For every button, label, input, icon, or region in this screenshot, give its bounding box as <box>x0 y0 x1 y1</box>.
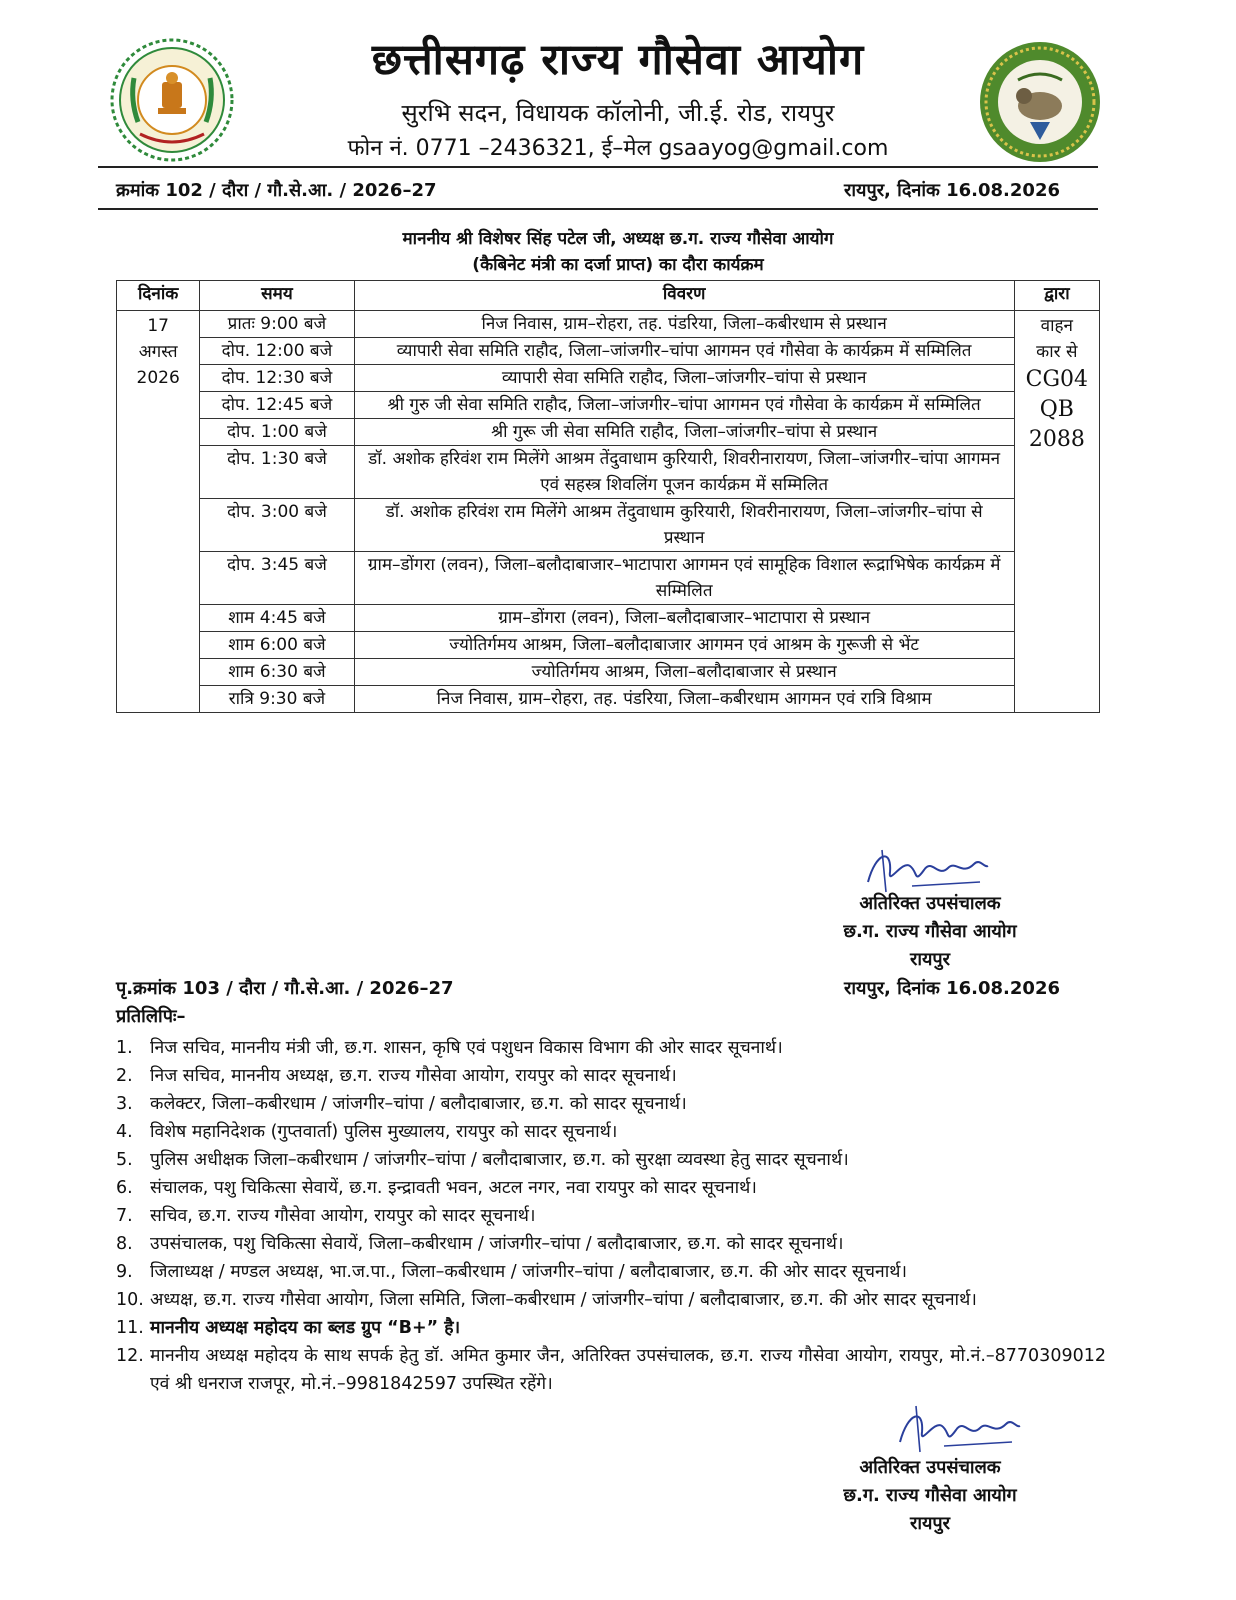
details-cell: ग्राम–डोंगरा (लवन), जिला–बलौदाबाजार–भाटापारा आगमन एवं सामूहिक विशाल रूद्राभिषेक कार्यक्रम में सम्मिलित <box>354 552 1014 605</box>
vehicle-type: कार से <box>1036 342 1078 362</box>
vehicle-registration-2: QB <box>1039 397 1074 422</box>
programme-title-line1: माननीय श्री विशेषर सिंह पटेल जी, अध्यक्ष छ.ग. राज्य गौसेवा आयोग <box>402 229 834 249</box>
list-item <box>116 1258 1106 1286</box>
header-by: द्वारा <box>1014 281 1099 311</box>
vehicle-registration-1: CG04 <box>1025 367 1089 392</box>
list-item <box>116 1034 1106 1062</box>
list-item-number: 10. <box>116 1290 144 1310</box>
list-item-number: 12. <box>116 1346 144 1366</box>
table-row <box>117 632 1100 659</box>
signatory-office: छ.ग. राज्य गौसेवा आयोग <box>843 1485 1017 1506</box>
tour-date-year: 2026 <box>136 368 180 388</box>
time-cell: दोप. 12:45 बजे <box>200 392 354 419</box>
copy-reference-number: पृ.क्रमांक 103 / दौरा / गौ.से.आ. / 2026–27 <box>116 978 454 999</box>
list-item-number: 9. <box>116 1262 133 1282</box>
time-cell: शाम 4:45 बजे <box>200 605 354 632</box>
table-row <box>117 392 1100 419</box>
table-row <box>117 365 1100 392</box>
details-cell: ग्राम–डोंगरा (लवन), जिला–बलौदाबाजार–भाटापारा से प्रस्थान <box>354 605 1014 632</box>
copy-reference-date: रायपुर, दिनांक 16.08.2026 <box>844 978 1060 999</box>
list-item-number: 6. <box>116 1178 133 1198</box>
list-item-number: 1. <box>116 1038 133 1058</box>
signatory-block <box>800 1454 1060 1538</box>
table-row <box>117 311 1100 338</box>
time-cell: शाम 6:00 बजे <box>200 632 354 659</box>
signatory-city: रायपुर <box>909 1513 951 1534</box>
details-cell: व्यापारी सेवा समिति राहौद, जिला–जांजगीर–चांपा आगमन एवं गौसेवा के कार्यक्रम में सम्मिलित <box>354 338 1014 365</box>
table-row <box>117 686 1100 713</box>
list-item-number: 3. <box>116 1094 133 1114</box>
table-row <box>117 552 1100 605</box>
table-header-row <box>117 281 1100 311</box>
details-cell: श्री गुरु जी सेवा समिति राहौद, जिला–जांजगीर–चांपा आगमन एवं गौसेवा के कार्यक्रम में सम्मिलित <box>354 392 1014 419</box>
header-details: विवरण <box>354 281 1014 311</box>
list-item-text: कलेक्टर, जिला–कबीरधाम / जांजगीर–चांपा / बलौदाबाजार, छ.ग. को सादर सूचनार्थ। <box>150 1094 687 1114</box>
table-row <box>117 659 1100 686</box>
time-cell: रात्रि 9:30 बजे <box>200 686 354 713</box>
signatory-designation: अतिरिक्त उपसंचालक <box>859 1457 1001 1478</box>
signatory-office: छ.ग. राज्य गौसेवा आयोग <box>843 921 1017 942</box>
signature-image <box>894 1400 1024 1456</box>
commission-contact: फोन नं. 0771 –2436321, ई–मेल gsaayog@gmail.com <box>347 136 889 161</box>
list-item <box>116 1202 1106 1230</box>
list-item-text: संचालक, पशु चिकित्सा सेवायें, छ.ग. इन्द्रावती भवन, अटल नगर, नवा रायपुर को सादर सूचनार्थ। <box>150 1178 757 1198</box>
tour-date-day: 17 <box>147 316 169 336</box>
table-row <box>117 446 1100 499</box>
time-cell: दोप. 3:45 बजे <box>200 552 354 605</box>
time-cell: दोप. 12:30 बजे <box>200 365 354 392</box>
list-item <box>116 1230 1106 1258</box>
copy-to-label: प्रतिलिपिः– <box>116 1006 186 1027</box>
reference-number: क्रमांक 102 / दौरा / गौ.से.आ. / 2026–27 <box>116 180 437 201</box>
details-cell: ज्योतिर्गमय आश्रम, जिला–बलौदाबाजार आगमन एवं आश्रम के गुरूजी से भेंट <box>354 632 1014 659</box>
list-item-text: विशेष महानिदेशक (गुप्तवार्ता) पुलिस मुख्यालय, रायपुर को सादर सूचनार्थ। <box>150 1122 618 1142</box>
tour-schedule-table <box>116 280 1100 713</box>
list-item-number: 4. <box>116 1122 133 1142</box>
details-cell: व्यापारी सेवा समिति राहौद, जिला–जांजगीर–चांपा से प्रस्थान <box>354 365 1014 392</box>
details-cell: डॉ. अशोक हरिवंश राम मिलेंगे आश्रम तेंदुवाधाम कुरियारी, शिवरीनारायण, जिला–जांजगीर–चांपा आगमन एवं सहस्त्र शिवलिंग पूजन कार्यक्रम में सम्मिलित <box>354 446 1014 499</box>
commission-address: सुरभि सदन, विधायक कॉलोनी, जी.ई. रोड, रायपुर <box>401 99 835 127</box>
vehicle-label: वाहन <box>1040 316 1073 336</box>
signatory-block <box>800 890 1060 974</box>
time-cell: दोप. 12:00 बजे <box>200 338 354 365</box>
list-item <box>116 1146 1106 1174</box>
details-cell: निज निवास, ग्राम–रोहरा, तह. पंडरिया, जिला–कबीरधाम आगमन एवं रात्रि विश्राम <box>354 686 1014 713</box>
table-row <box>117 419 1100 446</box>
list-item-text: निज सचिव, माननीय मंत्री जी, छ.ग. शासन, कृषि एवं पशुधन विकास विभाग की ओर सादर सूचनार्थ। <box>150 1038 783 1058</box>
table-row <box>117 499 1100 552</box>
details-cell: डॉ. अशोक हरिवंश राम मिलेंगे आश्रम तेंदुवाधाम कुरियारी, शिवरीनारायण, जिला–जांजगीर–चांपा से प्रस्थान <box>354 499 1014 552</box>
list-item-number: 5. <box>116 1150 133 1170</box>
list-item-text: माननीय अध्यक्ष महोदय का ब्लड ग्रुप “B+” है। <box>150 1318 461 1338</box>
signatory-designation: अतिरिक्त उपसंचालक <box>859 893 1001 914</box>
time-cell: दोप. 1:00 बजे <box>200 419 354 446</box>
vehicle-cell <box>1014 311 1099 713</box>
programme-title-line2: (कैबिनेट मंत्री का दर्जा प्राप्त) का दौरा कार्यक्रम <box>472 255 764 275</box>
copy-recipient-list <box>116 1034 1106 1398</box>
list-item-number: 2. <box>116 1066 133 1086</box>
time-cell: शाम 6:30 बजे <box>200 659 354 686</box>
vehicle-registration-3: 2088 <box>1028 427 1085 452</box>
signatory-city: रायपुर <box>909 949 951 970</box>
table-row <box>117 605 1100 632</box>
list-item <box>116 1314 1106 1342</box>
header-divider <box>98 166 1098 168</box>
table-row <box>117 338 1100 365</box>
details-cell: निज निवास, ग्राम–रोहरा, तह. पंडरिया, जिला–कबीरधाम से प्रस्थान <box>354 311 1014 338</box>
tour-date-month: अगस्त <box>138 342 178 362</box>
time-cell: दोप. 1:30 बजे <box>200 446 354 499</box>
list-item <box>116 1342 1106 1398</box>
list-item-text: निज सचिव, माननीय अध्यक्ष, छ.ग. राज्य गौसेवा आयोग, रायपुर को सादर सूचनार्थ। <box>150 1066 677 1086</box>
list-item <box>116 1118 1106 1146</box>
list-item <box>116 1090 1106 1118</box>
list-item <box>116 1062 1106 1090</box>
list-item <box>116 1174 1106 1202</box>
list-item-text: पुलिस अधीक्षक जिला–कबीरधाम / जांजगीर–चांपा / बलौदाबाजार, छ.ग. को सुरक्षा व्यवस्था हेतु सादर सूचनार्थ। <box>150 1150 849 1170</box>
list-item <box>116 1286 1106 1314</box>
commission-title: छत्तीसगढ़ राज्य गौसेवा आयोग <box>371 35 865 85</box>
reference-date: रायपुर, दिनांक 16.08.2026 <box>844 180 1060 201</box>
time-cell: प्रातः 9:00 बजे <box>200 311 354 338</box>
list-item-number: 11. <box>116 1318 144 1338</box>
tour-date-cell <box>117 311 200 713</box>
list-item-text: माननीय अध्यक्ष महोदय के साथ सपर्क हेतु डॉ. अमित कुमार जैन, अतिरिक्त उपसंचालक, छ.ग. राज्य गौसेवा आयोग, रायपुर, मो.नं.–8770309012 एवं श्री धनराज राजपूर, मो.नं.–9981842597 उपस्थित रहेंगे। <box>150 1346 1106 1394</box>
list-item-number: 7. <box>116 1206 133 1226</box>
list-item-text: उपसंचालक, पशु चिकित्सा सेवायें, जिला–कबीरधाम / जांजगीर–चांपा / बलौदाबाजार, छ.ग. को सादर सूचनार्थ। <box>150 1234 844 1254</box>
list-item-text: सचिव, छ.ग. राज्य गौसेवा आयोग, रायपुर को सादर सूचनार्थ। <box>150 1206 536 1226</box>
details-cell: ज्योतिर्गमय आश्रम, जिला–बलौदाबाजार से प्रस्थान <box>354 659 1014 686</box>
details-cell: श्री गुरू जी सेवा समिति राहौद, जिला–जांजगीर–चांपा से प्रस्थान <box>354 419 1014 446</box>
reference-divider <box>98 208 1098 210</box>
list-item-text: जिलाध्यक्ष / मण्डल अध्यक्ष, भा.ज.पा., जिला–कबीरधाम / जांजगीर–चांपा / बलौदाबाजार, छ.ग. की ओर सादर सूचनार्थ। <box>150 1262 908 1282</box>
header-time: समय <box>200 281 354 311</box>
time-cell: दोप. 3:00 बजे <box>200 499 354 552</box>
list-item-text: अध्यक्ष, छ.ग. राज्य गौसेवा आयोग, जिला समिति, जिला–कबीरधाम / जांजगीर–चांपा / बलौदाबाजार, छ.ग. की ओर सादर सूचनार्थ। <box>150 1290 977 1310</box>
list-item-number: 8. <box>116 1234 133 1254</box>
header-date: दिनांक <box>117 281 200 311</box>
